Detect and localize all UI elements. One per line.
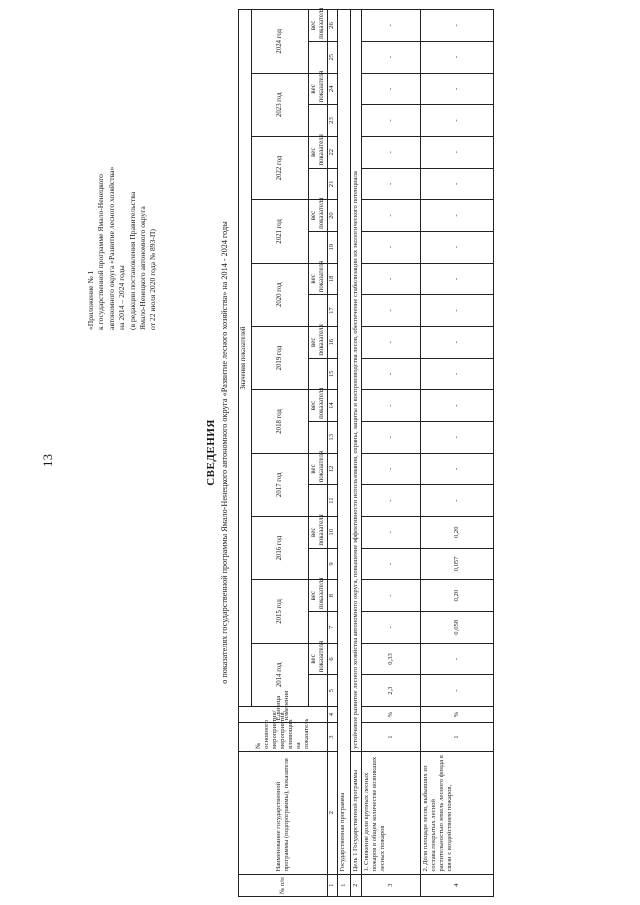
header-weight: вес показателя [309,580,328,612]
header-unit: Единица измерения [239,706,328,722]
table-cell: - [421,358,494,390]
table-cell: - [421,10,494,42]
appendix-line: Ямало-Ненецкого автономного округа [138,206,148,330]
column-number: 6 [328,643,338,675]
table-cell: - [362,73,421,105]
table-cell: - [421,136,494,168]
header-value [309,358,328,390]
header-value [309,41,328,73]
header-name: Наименование государственной программы (подпрограммы), показателя [239,751,328,874]
column-number: 23 [328,105,338,137]
column-number: 7 [328,611,338,643]
table-cell: - [362,200,421,232]
table-cell: - [421,105,494,137]
table-cell: - [421,326,494,358]
header-weight: вес показателя [309,643,328,675]
table-cell: - [362,611,421,643]
table-cell: - [421,485,494,517]
table-cell: 0,20 [421,580,494,612]
header-year: 2014 год [252,643,309,706]
column-number: 16 [328,326,338,358]
appendix-line: к государственной программе Ямало-Ненецкого [96,174,106,330]
header-value [309,168,328,200]
header-value [309,548,328,580]
column-number: 20 [328,200,338,232]
header-year: 2021 год [252,200,309,263]
table-cell: - [362,390,421,422]
header-weight: вес показателя [309,390,328,422]
header-weight: вес показателя [309,73,328,105]
document-subtitle: о показателях государственной программы Ямало-Ненецкого автономного округа «Развитие лесного хозяйства» на 2014 - 2024 годы [220,221,229,684]
table-cell: - [362,516,421,548]
column-number: 22 [328,136,338,168]
table-cell: - [362,295,421,327]
table-cell: - [421,200,494,232]
row-number: 3 [362,874,421,896]
table-cell: 0,058 [421,611,494,643]
page-number: 13 [40,454,55,467]
table-cell: - [362,136,421,168]
goal-label: Цель 1 Государственной программы [351,751,362,874]
row-number: 1 [338,874,351,896]
table-cell: 0,33 [362,643,421,675]
column-number: 25 [328,41,338,73]
indicator-name: 1. Снижение доли крупных лесных пожаров в общем количестве возникших лесных пожаров [362,751,421,874]
header-year: 2015 год [252,580,309,643]
column-number: 15 [328,358,338,390]
table-row [421,10,494,897]
column-number: 24 [328,73,338,105]
program-row-text: Государственная программа [338,10,351,875]
table-cell: - [362,168,421,200]
table-cell: - [362,326,421,358]
column-number: 13 [328,421,338,453]
table-cell: 0,057 [421,548,494,580]
header-weight: вес показателя [309,453,328,485]
table-cell: - [362,41,421,73]
column-number: 4 [328,706,338,722]
indicator-unit: % [421,706,494,722]
column-number: 21 [328,168,338,200]
indicator-measure: 1 [362,723,421,752]
table-cell: - [421,643,494,675]
header-year: 2017 год [252,453,309,516]
appendix-note [86,0,159,330]
table-cell: - [421,263,494,295]
table-cell: 0,20 [421,516,494,548]
table-cell: - [362,263,421,295]
header-year: 2024 год [252,10,309,74]
table-cell: - [362,453,421,485]
table-row [338,10,351,897]
header-year: 2022 год [252,136,309,199]
goal-text: устойчивое развитие лесного хозяйства автономного округа, повышение эффективности использования, охраны, защиты и воспроизводства лесов, обеспечение стабилизации их экологического потенциала [351,10,362,752]
document-title: СВЕДЕНИЯ [205,419,217,486]
table-cell: - [421,421,494,453]
column-number: 18 [328,263,338,295]
table-cell: - [421,73,494,105]
table-cell: - [421,41,494,73]
indicator-name: 2. Доля площади лесов, выбывших из состава покрытых лесной растительностью земель лесного фонда в связи с воздействием пожаров, [421,751,494,874]
header-year: 2016 год [252,516,309,579]
header-value [309,105,328,137]
row-number: 4 [421,874,494,896]
table-cell: - [421,168,494,200]
header-measure: № основного мероприятия/ мероприятия, влияющих на показатель [239,723,328,752]
header-weight: вес показателя [309,516,328,548]
table-row [362,10,421,897]
column-number: 10 [328,516,338,548]
header-value [309,611,328,643]
indicator-unit: % [362,706,421,722]
column-number: 14 [328,390,338,422]
header-year: 2018 год [252,390,309,453]
header-value [309,675,328,707]
table-cell: - [362,358,421,390]
column-number: 3 [328,723,338,752]
table-cell: - [362,580,421,612]
column-number: 1 [328,874,338,896]
table-cell: 2,3 [362,675,421,707]
column-number: 11 [328,485,338,517]
header-weight: вес показателя [309,326,328,358]
column-number: 19 [328,231,338,263]
column-number: 9 [328,548,338,580]
column-number: 5 [328,675,338,707]
header-values-group: Значения показателей [239,10,252,707]
table-cell: - [362,231,421,263]
appendix-line: «Приложение № 1 [86,270,95,330]
column-number: 12 [328,453,338,485]
column-number: 17 [328,295,338,327]
header-year: 2019 год [252,326,309,389]
header-weight: вес показателя [309,136,328,168]
header-row-group [239,10,252,897]
table-cell: - [362,421,421,453]
table-cell: - [421,231,494,263]
header-year: 2020 год [252,263,309,326]
header-value [309,421,328,453]
header-weight: вес показателя [309,10,328,42]
table-cell: - [362,548,421,580]
header-value [309,231,328,263]
header-value [309,485,328,517]
indicator-measure: 1 [421,723,494,752]
column-number: 8 [328,580,338,612]
table-row [351,10,362,897]
indicators-table [238,9,494,897]
appendix-line: (в редакции постановления Правительства [127,191,137,330]
appendix-line: на 2014 – 2024 годы [117,265,127,330]
header-weight: вес показателя [309,263,328,295]
table-cell: - [362,485,421,517]
appendix-line: от 22 июля 2020 года № 893-П) [148,229,158,330]
table-cell: - [421,390,494,422]
header-weight: вес показателя [309,200,328,232]
column-number: 2 [328,751,338,874]
table-cell: - [362,10,421,42]
table-cell: - [421,453,494,485]
header-year: 2023 год [252,73,309,136]
header-value [309,295,328,327]
column-number-row [328,10,338,897]
table-cell: - [421,675,494,707]
table-cell: - [421,295,494,327]
column-number: 26 [328,10,338,42]
appendix-line: автономного округа «Развитие лесного хозяйства» [106,166,116,330]
row-number: 2 [351,874,362,896]
table-cell: - [362,105,421,137]
header-num: № п/п [239,874,328,896]
